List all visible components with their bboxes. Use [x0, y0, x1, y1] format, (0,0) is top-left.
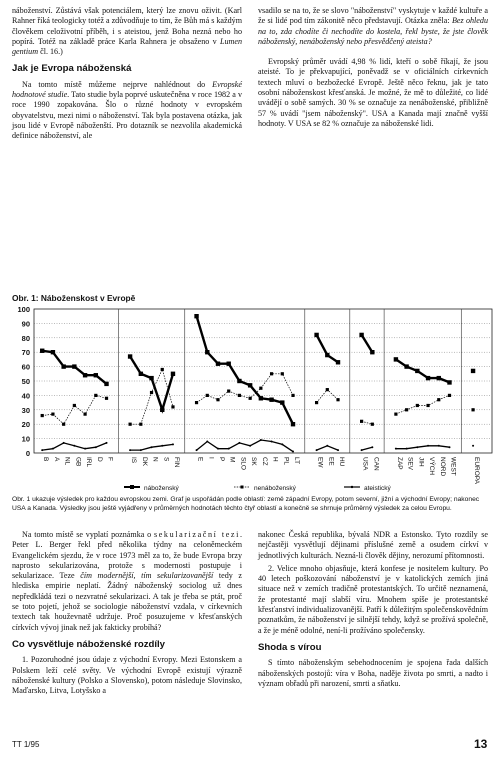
point-ateisticky	[371, 446, 373, 448]
point-nabozensky	[227, 362, 231, 366]
x-tick-label: H	[271, 457, 279, 462]
point-ateisticky	[427, 445, 429, 447]
x-tick-label: EUROPA	[473, 457, 481, 484]
paragraph: náboženství. Zůstává však potenciálem, který lze znovu oživit. (Karl Rahner říká teologicky totéž a zdůvodňuje to tím, že Bůh má s každým člověkem celoživotní příběh, i s ateistou, jenž Boha nezná nebo ho popírá. Totéž na základě práce Karla Rahnera je obsaženo v Lumen gentium čl. 16.)	[12, 6, 242, 57]
point-nenabozensky	[371, 423, 374, 426]
point-ateisticky	[326, 445, 328, 447]
series-line-nabozensky	[396, 359, 450, 382]
point-nenabozensky	[471, 408, 474, 411]
point-nabozensky	[325, 353, 329, 357]
point-ateisticky	[63, 442, 65, 444]
point-nabozensky	[128, 354, 132, 358]
series-line-nabozensky	[362, 335, 373, 352]
point-nabozensky	[336, 360, 340, 364]
section-heading: Shoda s vírou	[258, 641, 322, 653]
x-tick-label: SEV	[406, 457, 414, 471]
legend-marker-nenabozensky	[241, 486, 244, 489]
x-tick-label: DK	[140, 457, 148, 467]
point-nenabozensky	[62, 423, 65, 426]
point-ateisticky	[406, 448, 408, 450]
point-nenabozensky	[206, 394, 209, 397]
paragraph: Evropský průměr uvádí 4,98 % lidí, kteří o sobě říkají, že jsou ateisté. To je překvapující, poněvadž se v oficiálních církevních textech mluví o bezbožecké Evropě. Ještě něco řeknu, jak je tato osobní náboženskost křesťanská. Je možné, že mě to důležité, co lidé uvádějí o sobě samých. 30 % se označuje za nenáboženské, přibližně 57 % uvádí "jsem náboženský". USA a Kanada mají značně vyšší hodnoty. V USA se 82 % označuje za náboženské lidi.	[258, 57, 488, 128]
point-ateisticky	[448, 446, 450, 448]
point-ateisticky	[281, 443, 283, 445]
x-tick-label: VÝCH	[428, 457, 436, 476]
point-nabozensky	[40, 349, 44, 353]
point-nabozensky	[314, 333, 318, 337]
point-nenabozensky	[270, 372, 273, 375]
y-tick-label: 100	[17, 305, 30, 314]
point-nenabozensky	[129, 423, 132, 426]
point-ateisticky	[206, 440, 208, 442]
point-ateisticky	[52, 448, 54, 450]
x-tick-label: ZAP	[395, 457, 403, 470]
point-nabozensky	[194, 314, 198, 318]
point-nenabozensky	[94, 394, 97, 397]
y-tick-label: 70	[21, 348, 30, 358]
y-tick-label: 60	[21, 362, 30, 372]
point-nenabozensky	[394, 413, 397, 416]
point-nenabozensky	[41, 414, 44, 417]
y-tick-label: 0	[25, 449, 30, 458]
point-nenabozensky	[227, 389, 230, 392]
x-tick-label: M	[228, 457, 236, 463]
point-nenabozensky	[51, 413, 54, 416]
x-tick-label: S	[162, 457, 170, 462]
point-nabozensky	[83, 373, 87, 377]
point-ateisticky	[161, 445, 163, 447]
x-tick-label: PL	[282, 457, 290, 465]
series-line-ateisticky	[362, 447, 373, 450]
point-nabozensky	[160, 408, 164, 412]
point-nabozensky	[259, 396, 263, 400]
point-nenabozensky	[315, 401, 318, 404]
x-tick-label: F	[106, 457, 114, 461]
series-line-nenabozensky	[317, 390, 338, 403]
point-ateisticky	[84, 448, 86, 450]
x-tick-label: HU	[338, 457, 346, 467]
point-nabozensky	[237, 379, 241, 383]
point-ateisticky	[238, 442, 240, 444]
point-nabozensky	[94, 373, 98, 377]
point-ateisticky	[316, 449, 318, 451]
x-tick-label: IS	[130, 457, 138, 464]
point-nabozensky	[415, 369, 419, 373]
figure-caption: Obr. 1 ukazuje výsledek pro každou evropskou zemi. Graf je uspořádán podle oblastí: země západní Evropy, potom severní, jižní a východní Evropy; nakonec USA a Kanada. Výsledky jsou ještě vyjádřeny v průměrných hodnotách těchto čtyř oblastí a konečně se shrnuje průměrný výsledek za celou Evropu.	[12, 496, 480, 512]
point-nabozensky	[61, 364, 65, 368]
section-heading: Co vysvětluje náboženské rozdíly	[12, 638, 166, 650]
legend-label: náboženský	[144, 485, 179, 492]
point-nabozensky	[471, 369, 475, 373]
point-nabozensky	[437, 376, 441, 380]
point-nenabozensky	[426, 404, 429, 407]
series-line-nenabozensky	[396, 395, 450, 414]
point-nenabozensky	[326, 388, 329, 391]
point-nabozensky	[426, 376, 430, 380]
point-nenabozensky	[238, 394, 241, 397]
paragraph: Na tomto místě můžeme nejprve nahlédnout do Evropské hodnotové studie. Tato studie byla poprvé uskutečněna v roce 1982 a v roce 1990 zopakována. Šlo o různé hodnoty v evropském obyvatelstvu, mezi nimi o náboženství. Tak byla postavena otázka, jak jsou lidé v Evropě náboženští. Pro dotazník se nezvolila akademická definice náboženství, ale	[12, 79, 242, 141]
point-ateisticky	[217, 448, 219, 450]
series-line-nenabozensky	[362, 421, 373, 424]
point-nabozensky	[359, 333, 363, 337]
paragraph: 2. Velice mnoho objasňuje, která konfese je nositelem kultury. Po 40 letech poškozování náboženství je v katolických zemích jiná situace než v zemích tradičně protestantských. To určitě neznamená, že protestanté mají slabší víru. Mnohem spíše je protestantské křesťanství individualizovanější. Patří k důležitým společenskovědním poznatkům, že náboženství je silnější tehdy, když se prožívá společně, a že je méně odolné, není-li prožíváno společensky.	[258, 563, 488, 635]
legend-label: nenáboženský	[254, 485, 296, 492]
point-nenabozensky	[291, 394, 294, 397]
x-tick-label: GB	[74, 457, 82, 467]
x-tick-label: CAN	[372, 457, 380, 471]
page-number: 13	[474, 737, 488, 751]
journal-issue: TT 1/95	[12, 740, 40, 749]
point-nenabozensky	[216, 398, 219, 401]
point-ateisticky	[271, 440, 273, 442]
point-nabozensky	[370, 350, 374, 354]
y-tick-label: 20	[21, 420, 30, 430]
x-tick-label: N	[151, 457, 159, 462]
x-tick-label: LT	[293, 457, 301, 465]
point-nenabozensky	[416, 404, 419, 407]
series-line-ateisticky	[197, 440, 293, 452]
x-tick-label: EE	[327, 457, 335, 466]
bottom-right-column	[258, 530, 488, 689]
x-tick-label: FIN	[172, 457, 180, 468]
x-tick-label: D	[95, 457, 103, 462]
point-nenabozensky	[249, 397, 252, 400]
point-nabozensky	[394, 357, 398, 361]
series-line-nenabozensky	[197, 374, 293, 403]
point-ateisticky	[196, 449, 198, 451]
point-nenabozensky	[150, 391, 153, 394]
point-nabozensky	[248, 383, 252, 387]
x-tick-label: USA	[361, 457, 369, 471]
paragraph: S tímto náboženským sebehodnocením je spojena řada dalších náboženských postojů: víra v Boha, naděje života po smrti, a nadto i význam obřadů při narození, smrti a sňatku.	[258, 658, 488, 688]
figure-title: Obr. 1: Náboženskost v Evropě	[12, 293, 136, 303]
point-nabozensky	[291, 422, 295, 426]
point-nenabozensky	[259, 387, 262, 390]
x-tick-label: NL	[63, 457, 71, 466]
y-tick-label: 90	[21, 319, 30, 329]
point-nenabozensky	[73, 404, 76, 407]
point-ateisticky	[228, 448, 230, 450]
point-ateisticky	[249, 445, 251, 447]
point-nenabozensky	[336, 398, 339, 401]
x-tick-label: EW	[316, 457, 324, 468]
point-nabozensky	[72, 364, 76, 368]
point-ateisticky	[151, 446, 153, 448]
top-right-column	[258, 6, 488, 129]
point-nabozensky	[139, 372, 143, 376]
series-line-nabozensky	[317, 335, 338, 362]
point-nenabozensky	[405, 408, 408, 411]
point-nenabozensky	[437, 398, 440, 401]
point-nabozensky	[149, 376, 153, 380]
point-ateisticky	[73, 445, 75, 447]
paragraph: Na tomto místě se vyplatí poznámka o sekularizační tezi. Peter L. Berger řekl před několika týdny na celoněmeckém Evangelickém sjezdu, že v roce 1973 měl za to, že bude Evropa brzy naprosto sekularizována, protože s modernosti postupuje i sekularizace. Teze čím modernější, tím sekularizovanější tedy z hlediska empirie neplatí. Žádný náboženský sociolog už dnes nepředkládá tezi o nezvratné sekularizaci. A tak je třeba se ptát, proč se toto pojetí, jehož se sociologie náboženství vzdala, v církevních textech tak houževnatě udržuje. Proč posuzujeme v křesťanských církvích vývoj jinak než jak fakticky probíhá?	[12, 530, 242, 632]
x-tick-label: P	[217, 457, 225, 462]
point-ateisticky	[472, 445, 474, 447]
paragraph: vsadilo se na to, že se slovo "náboženství" vyskytuje v každé kultuře a že si lidé pod tím zákonitě něco představují. Otázka zněla: Bez ohledu na to, zda chodíte či nechodíte do kostela, řekl byste, že jste člověk náboženský, nenáboženský nebo přesvědčený ateista?	[258, 6, 488, 46]
point-ateisticky	[129, 449, 131, 451]
y-tick-label: 40	[21, 391, 30, 401]
point-nenabozensky	[105, 397, 108, 400]
point-nenabozensky	[281, 372, 284, 375]
point-nenabozensky	[161, 368, 164, 371]
legend-marker-ateisticky	[351, 486, 353, 488]
x-tick-label: I	[207, 457, 215, 459]
series-line-nabozensky	[197, 316, 293, 424]
point-ateisticky	[140, 449, 142, 451]
x-tick-label: A	[52, 457, 60, 462]
point-ateisticky	[95, 446, 97, 448]
point-ateisticky	[260, 439, 262, 441]
x-tick-label: IRL	[85, 457, 93, 468]
point-ateisticky	[41, 449, 43, 451]
point-nabozensky	[404, 364, 408, 368]
point-nenabozensky	[195, 401, 198, 404]
series-line-ateisticky	[396, 446, 450, 449]
point-ateisticky	[337, 449, 339, 451]
y-tick-label: 30	[21, 405, 30, 415]
x-tick-label: CZ	[260, 457, 268, 466]
point-ateisticky	[395, 448, 397, 450]
point-nabozensky	[104, 382, 108, 386]
point-nenabozensky	[83, 413, 86, 416]
point-nenabozensky	[171, 405, 174, 408]
x-tick-label: WEST	[449, 457, 457, 476]
x-tick-label: B	[42, 457, 50, 462]
point-nabozensky	[216, 362, 220, 366]
point-ateisticky	[438, 445, 440, 447]
point-nenabozensky	[360, 420, 363, 423]
point-ateisticky	[361, 449, 363, 451]
paragraph: 1. Pozoruhodné jsou údaje z východní Evropy. Mezi Estonskem a Polskem leží celé světy. Ve východní Evropě existují výrazně náboženské kultury (Polsko a Slovensko), potom následuje Slovinsko, Maďarsko, Litva, Lotyšsko a	[12, 655, 242, 696]
legend-label: ateistický	[364, 485, 391, 492]
point-nabozensky	[205, 350, 209, 354]
x-tick-label: SK	[250, 457, 258, 466]
religiosity-chart	[4, 303, 496, 495]
point-nabozensky	[51, 350, 55, 354]
y-tick-label: 10	[21, 434, 30, 444]
point-nabozensky	[447, 380, 451, 384]
x-tick-label: SLO	[239, 457, 247, 471]
point-ateisticky	[292, 451, 294, 453]
point-nabozensky	[280, 400, 284, 404]
x-tick-label: JIH	[417, 457, 425, 467]
bottom-left-column	[12, 530, 242, 696]
y-tick-label: 50	[21, 377, 30, 386]
point-ateisticky	[172, 443, 174, 445]
paragraph: nakonec Česká republika, bývalá NDR a Estonsko. Tyto rozdíly se nejčastěji vysvětlují dějinami příslušné země a osudem církví v jednotlivých kulturách. Nezná-li člověk dějiny, nerozumí přítomnosti.	[258, 530, 488, 560]
x-tick-label: E	[196, 457, 204, 462]
legend-marker-nabozensky	[130, 485, 134, 489]
point-nenabozensky	[139, 423, 142, 426]
point-nenabozensky	[448, 394, 451, 397]
point-ateisticky	[416, 446, 418, 448]
y-tick-label: 80	[21, 333, 30, 343]
section-heading: Jak je Evropa náboženská	[12, 63, 132, 75]
point-nabozensky	[171, 372, 175, 376]
top-left-column	[12, 6, 242, 142]
point-nabozensky	[269, 398, 273, 402]
point-ateisticky	[106, 442, 108, 444]
x-tick-label: NORD	[438, 457, 446, 477]
